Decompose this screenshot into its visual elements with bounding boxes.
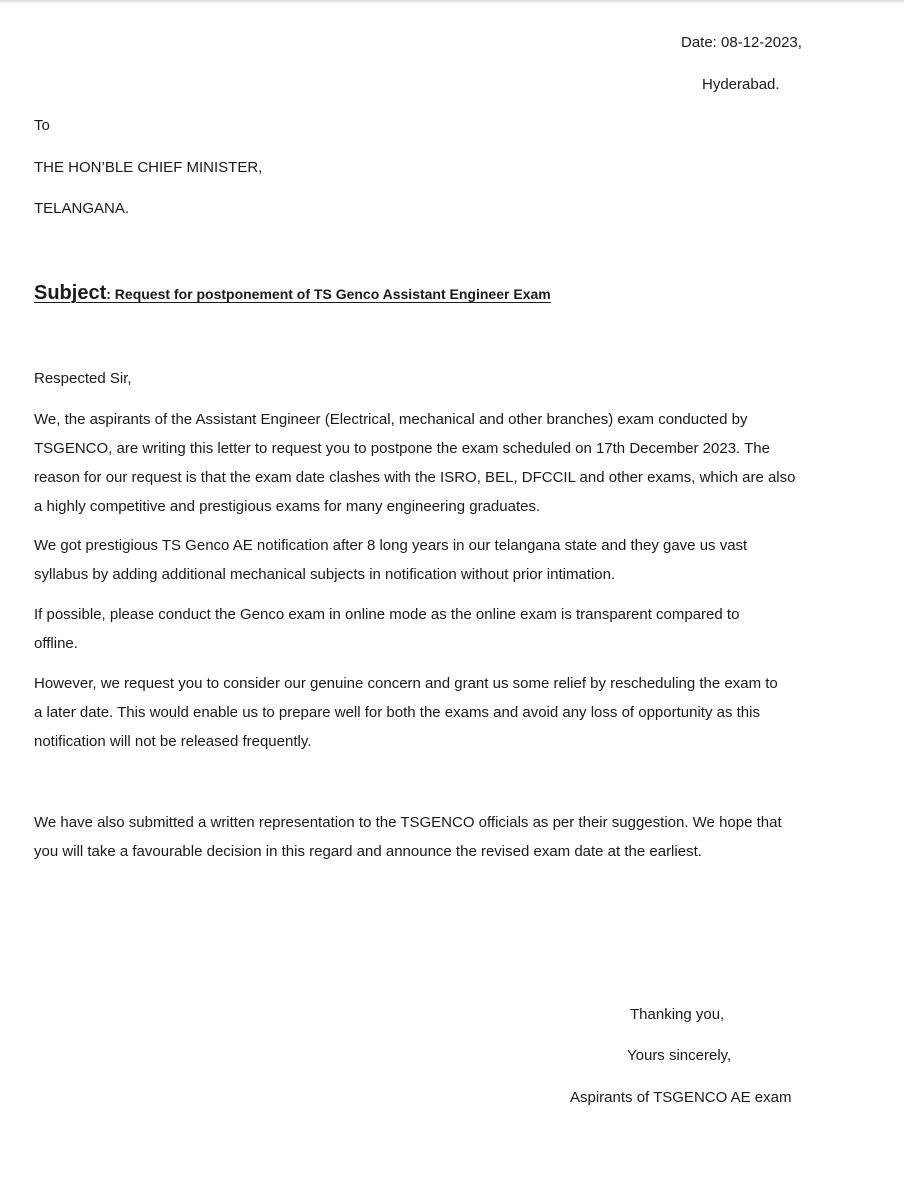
closing-sincerely: Yours sincerely,	[627, 1047, 732, 1064]
paragraph-4	[34, 669, 864, 756]
paragraph-line: If possible, please conduct the Genco exam in online mode as the online exam is transparent compared to	[34, 606, 740, 623]
paragraph-line: TSGENCO, are writing this letter to request you to postpone the exam scheduled on 17th December 2023. The	[34, 440, 770, 457]
paragraph-2	[34, 531, 864, 589]
paragraph-line: However, we request you to consider our genuine concern and grant us some relief by rescheduling the exam to	[34, 675, 778, 692]
paragraph-line: We have also submitted a written representation to the TSGENCO officials as per their suggestion. We hope that	[34, 814, 782, 831]
recipient-title: THE HON’BLE CHIEF MINISTER,	[34, 159, 263, 176]
paragraph-line: syllabus by adding additional mechanical subjects in notification without prior intimation.	[34, 566, 616, 583]
closing-signature: Aspirants of TSGENCO AE exam	[570, 1089, 792, 1106]
paragraph-line: offline.	[34, 635, 78, 652]
paragraph-line: notification will not be released frequently.	[34, 733, 312, 750]
salutation: Respected Sir,	[34, 370, 132, 387]
paragraph-line: We got prestigious TS Genco AE notification after 8 long years in our telangana state and they gave us vast	[34, 537, 748, 554]
paragraph-line: reason for our request is that the exam date clashes with the ISRO, BEL, DFCCIL and other exams, which are also	[34, 469, 796, 486]
closing-thanks: Thanking you,	[630, 1006, 725, 1023]
paragraph-1	[34, 405, 864, 521]
paragraph-line: We, the aspirants of the Assistant Engineer (Electrical, mechanical and other branches) exam conducted by	[34, 411, 748, 428]
recipient-state: TELANGANA.	[34, 200, 130, 217]
paragraph-line: a highly competitive and prestigious exams for many engineering graduates.	[34, 498, 541, 515]
recipient-to: To	[34, 117, 50, 134]
subject-line	[34, 282, 551, 305]
paragraph-3	[34, 600, 864, 658]
letter-date: Date: 08-12-2023,	[681, 34, 802, 51]
subject-label: Subject	[34, 282, 107, 304]
letter-city: Hyderabad.	[702, 76, 780, 93]
paragraph-5	[34, 808, 864, 866]
subject-text: : Request for postponement of TS Genco Assistant Engineer Exam	[106, 286, 551, 302]
paragraph-line: you will take a favourable decision in this regard and announce the revised exam date at the earliest.	[34, 843, 702, 860]
paragraph-line: a later date. This would enable us to prepare well for both the exams and avoid any loss of opportunity as this	[34, 704, 760, 721]
